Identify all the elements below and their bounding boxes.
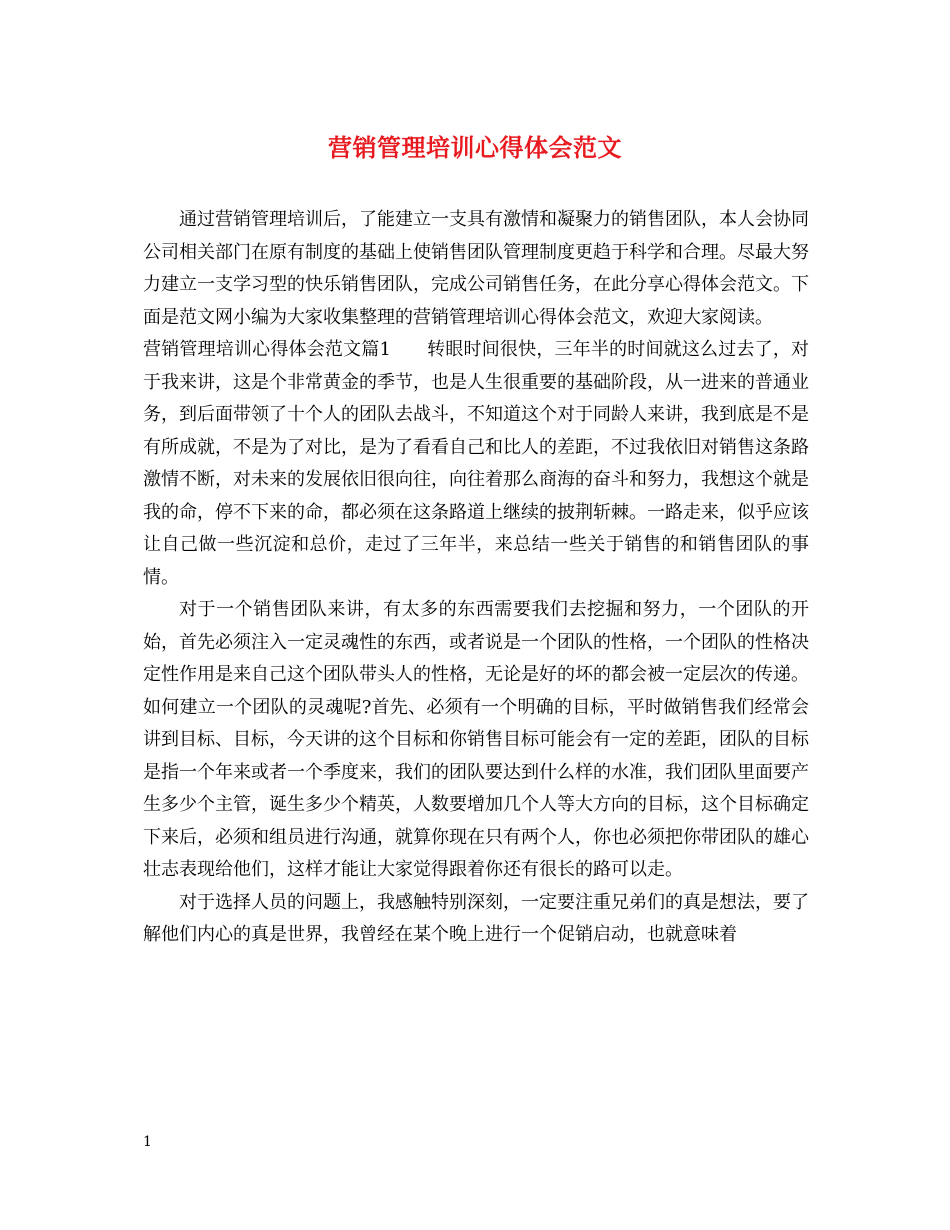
page-number: 1 — [143, 1134, 152, 1150]
document-body — [143, 204, 809, 952]
team-paragraph: 对于一个销售团队来讲，有太多的东西需要我们去挖掘和努力，一个团队的开始，首先必须注入一定灵魂性的东西，或者说是一个团队的性格，一个团队的性格决定性作用是来自己这个团队带头人的性格，无论是好的坏的都会被一定层次的传递。如何建立一个团队的灵魂呢?首先、必须有一个明确的目标，平时做销售我们经常会讲到目标、目标，今天讲的这个目标和你销售目标可能会有一定的差距，团队的目标是指一个年来或者一个季度来，我们的团队要达到什么样的水准，我们团队里面要产生多少个主管，诞生多少个精英，人数要增加几个人等大方向的目标，这个目标确定下来后，必须和组员进行沟通，就算你现在只有两个人，你也必须把你带团队的雄心壮志表现给他们，这样才能让大家觉得跟着你还有很长的路可以走。 — [143, 599, 809, 880]
document-title: 营销管理培训心得体会范文 — [328, 133, 622, 162]
selection-paragraph: 对于选择人员的问题上，我感触特别深刻，一定要注重兄弟们的真是想法，要了解他们内心的真是世界，我曾经在某个晚上进行一个促销启动，也就意味着 — [143, 891, 809, 945]
section-text: 转眼时间很快，三年半的时间就这么过去了，对于我来讲，这是个非常黄金的季节，也是人生很重要的基础阶段，从一进来的普通业务，到后面带领了十个人的团队去战斗，不知道这个对于同龄人来讲，我到底是不是有所成就，不是为了对比，是为了看看自己和比人的差距，不过我依旧对销售这条路激情不断，对未来的发展依旧很向往，向往着那么商海的奋斗和努力，我想这个就是我的命，停不下来的命，都必须在这条路道上继续的披荆斩棘。一路走来，似乎应该让自己做一些沉淀和总价，走过了三年半，来总结一些关于销售的和销售团队的事情。 — [143, 339, 810, 588]
section-heading: 营销管理培训心得体会范文篇1 — [143, 339, 391, 360]
intro-paragraph: 通过营销管理培训后，了能建立一支具有激情和凝聚力的销售团队，本人会协同公司相关部门在原有制度的基础上使销售团队管理制度更趋于科学和合理。尽最大努力建立一支学习型的快乐销售团队，完成公司销售任务，在此分享心得体会范文。下面是范文网小编为大家收集整理的营销管理培训心得体会范文，欢迎大家阅读。 — [143, 209, 809, 328]
section-1-paragraph — [143, 334, 809, 594]
